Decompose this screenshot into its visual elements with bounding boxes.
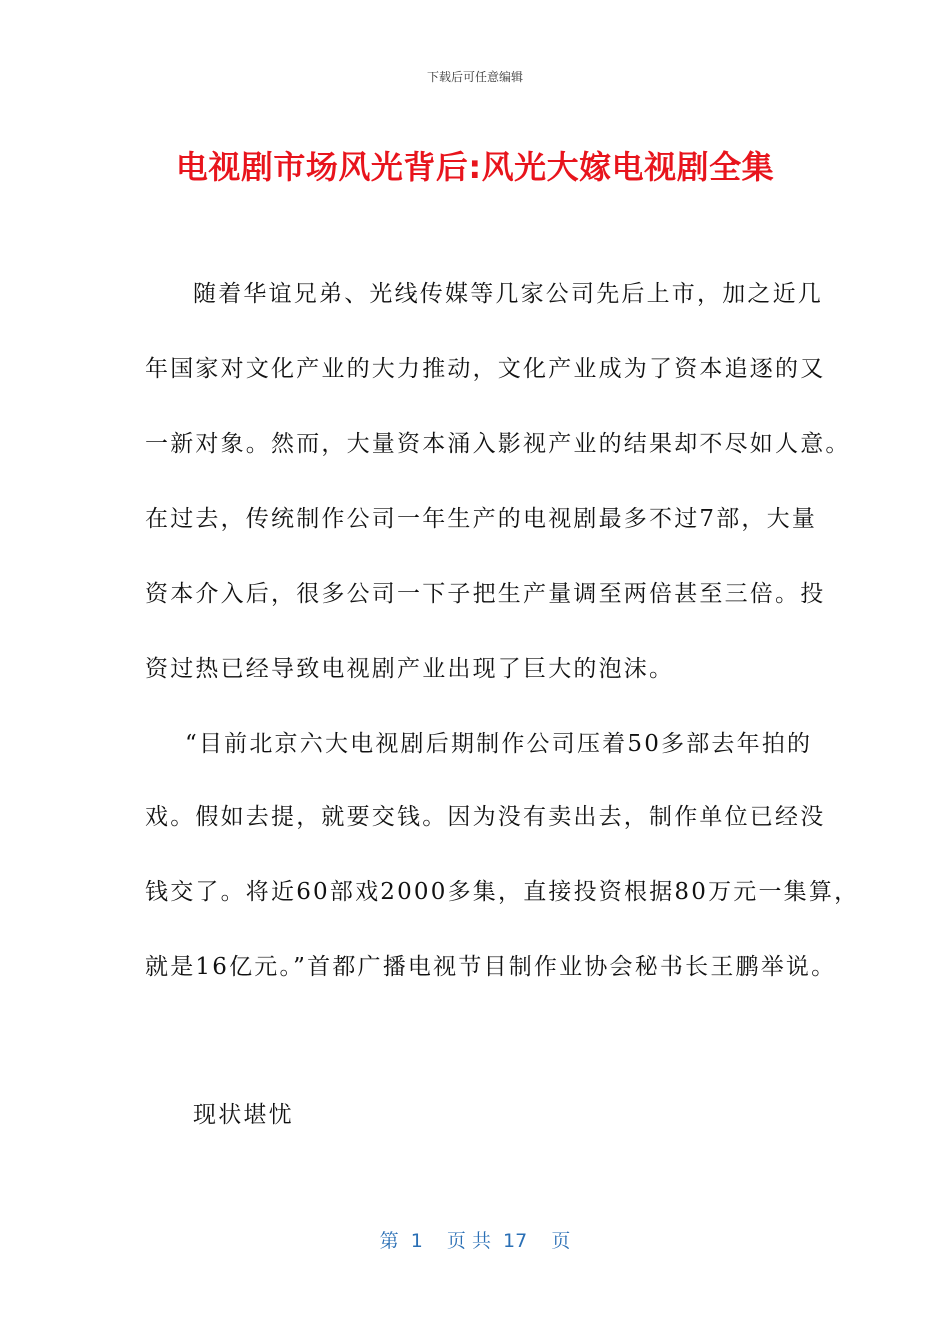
page-header-note: 下载后可任意编辑 xyxy=(426,70,523,84)
paragraph-line: 就是16亿元。”首都广播电视节目制作业协会秘书长王鹏举说。 xyxy=(145,954,837,980)
paragraph-line: 资过热已经导致电视剧产业出现了巨大的泡沫。 xyxy=(145,656,675,682)
paragraph-line: “目前北京六大电视剧后期制作公司压着50多部去年拍的 xyxy=(185,731,813,757)
document-title: 电视剧市场风光背后:风光大嫁电视剧全集 xyxy=(175,148,775,186)
section-heading: 现状堪忧 xyxy=(193,1102,294,1128)
page-number-footer: 第 1 页 共 17 页 xyxy=(379,1230,571,1252)
paragraph-line: 在过去，传统制作公司一年生产的电视剧最多不过7部，大量 xyxy=(145,506,818,532)
paragraph-line: 一新对象。然而，大量资本涌入影视产业的结果却不尽如人意。 xyxy=(145,431,851,457)
paragraph-line: 钱交了。将近60部戏2000多集，直接投资根据80万元一集算， xyxy=(145,879,860,905)
paragraph-line: 年国家对文化产业的大力推动，文化产业成为了资本追逐的又 xyxy=(145,356,826,382)
paragraph-line: 戏。假如去提，就要交钱。因为没有卖出去，制作单位已经没 xyxy=(145,804,826,830)
paragraph-line: 资本介入后，很多公司一下子把生产量调至两倍甚至三倍。投 xyxy=(145,581,826,607)
paragraph-line: 随着华谊兄弟、光线传媒等几家公司先后上市，加之近几 xyxy=(193,281,823,307)
